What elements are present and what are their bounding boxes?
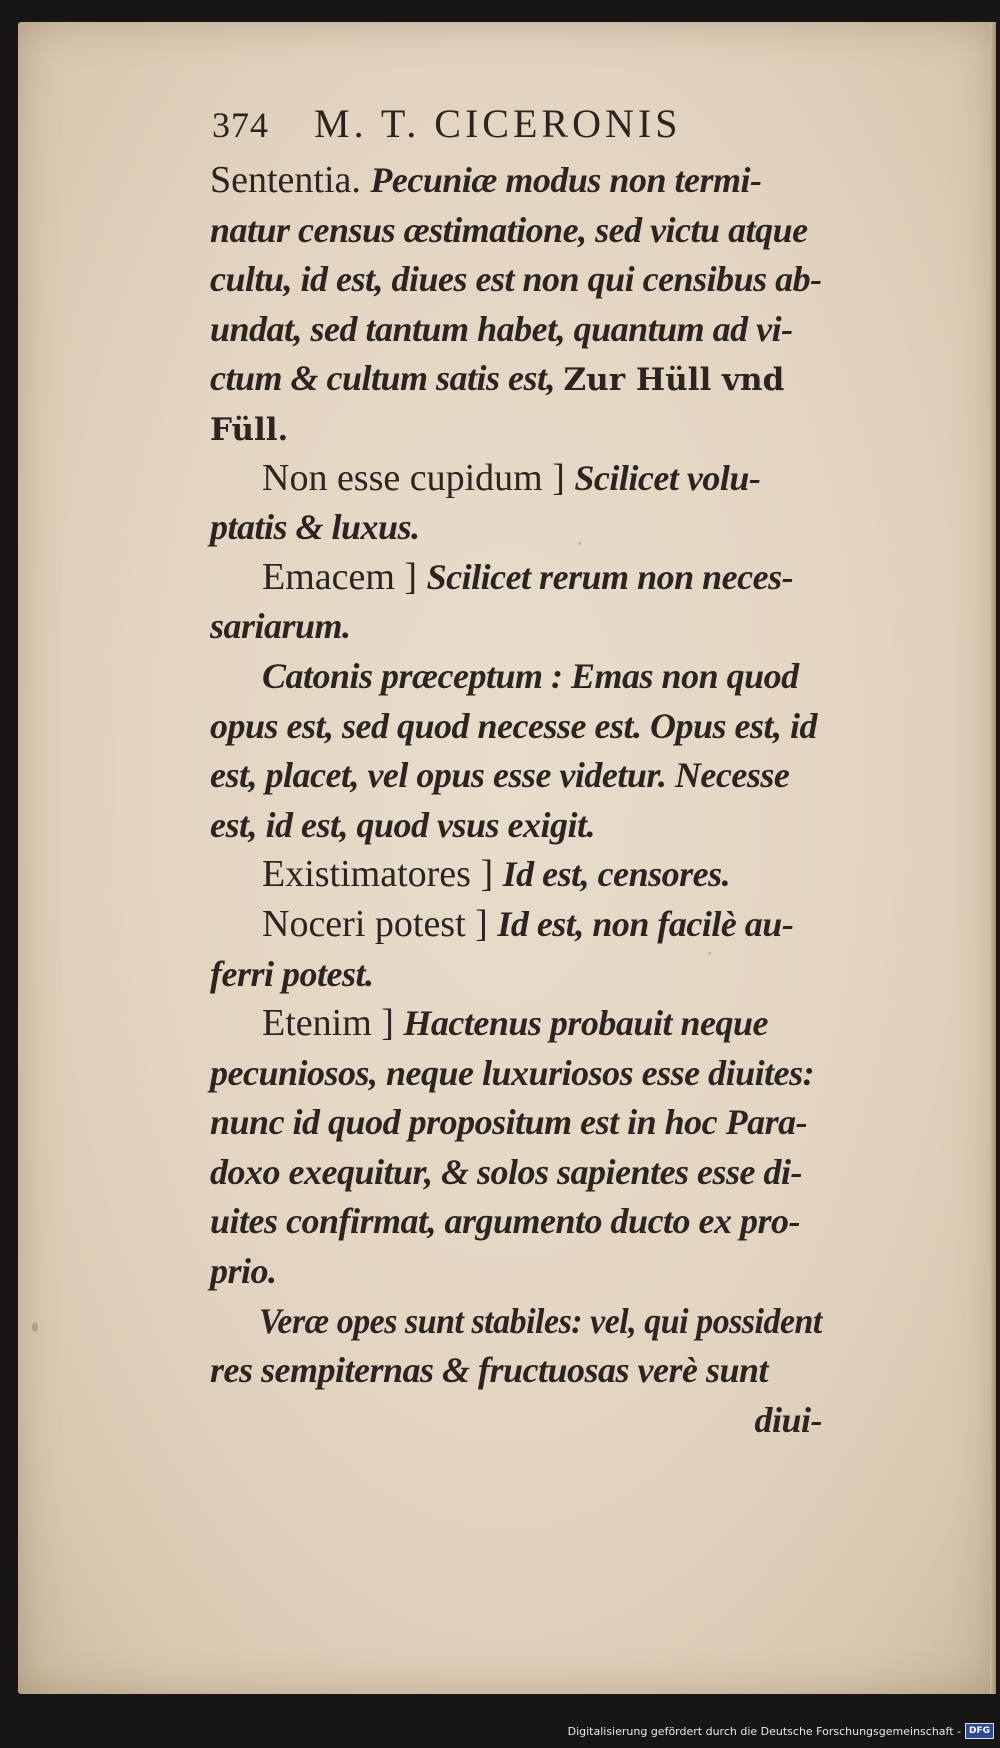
blackletter-text: Zur Hüll vnd [563,362,785,399]
italic-text: Hactenus probauit neque [403,1003,768,1044]
italic-text: uites confirmat, argumento ducto ex pro- [210,1201,801,1242]
text-line [210,354,822,404]
running-title: M. T. CICERONIS [314,101,682,146]
text-line [210,900,822,950]
italic-text: res sempiternas & fructuosas verè sunt [210,1350,769,1391]
text-line [210,156,822,206]
text-line [210,1396,822,1446]
italic-text: Id est, censores. [502,854,731,895]
italic-text: prio. [210,1251,277,1292]
text-line [210,1247,822,1297]
italic-text: doxo exequitur, & solos sapientes esse di- [210,1151,803,1192]
italic-text: Catonis præceptum : Emas non quod [262,655,799,696]
text-line [210,1346,822,1396]
italic-text: ptatis & luxus. [210,507,420,548]
text-line [210,206,822,256]
italic-text: natur census æstimatione, sed victu atque [210,209,808,250]
roman-text: Etenim ] [262,1002,404,1045]
italic-text: Scilicet volu- [574,457,761,498]
text-line [210,1197,822,1247]
text-line [210,801,822,851]
italic-text: opus est, sed quod necesse est. Opus est, id [210,705,817,746]
footer-credit: Digitalisierung gefördert durch die Deutsche Forschungsgemeinschaft - [567,1724,961,1738]
italic-text: ferri potest. [210,953,374,994]
text-line [210,1297,822,1347]
roman-text: Sententia. [210,159,371,201]
text-line [210,404,822,454]
roman-text: Non esse cupidum ] [262,456,575,499]
text-line [210,652,822,702]
text-line [210,1148,822,1198]
italic-text: undat, sed tantum habet, quantum ad vi- [210,308,793,349]
blackletter-text: Füll. [210,411,289,448]
italic-text: est, placet, vel opus esse videtur. Necesse [210,755,790,796]
running-head [212,100,812,150]
text-line [210,950,822,1000]
text-line [210,702,822,752]
italic-text: ctum & cultum satis est, [210,358,564,399]
page-edge [990,22,996,1694]
footer [568,1720,994,1742]
text-line [210,255,822,305]
dfg-logo: DFG [965,1723,994,1739]
italic-text: sariarum. [210,606,351,647]
text-line [210,454,822,504]
text-line [210,751,822,801]
italic-text: cultu, id est, diues est non qui censibus ab- [210,259,822,300]
italic-text: est, id est, quod vsus exigit. [210,804,596,845]
roman-text: Emacem ] [262,555,427,598]
body-text [210,156,822,1445]
italic-text: Pecuniæ modus non termi- [370,160,762,200]
text-line [210,850,822,900]
roman-text: Existimatores ] [262,853,503,896]
text-line [210,305,822,355]
text-line [210,999,822,1049]
text-line [210,602,822,652]
italic-text: Veræ opes sunt stabiles: vel, qui possident [258,1300,822,1341]
italic-text: Id est, non facilè au- [497,903,794,944]
roman-text: Noceri potest ] [262,902,498,945]
italic-text: pecuniosos, neque luxuriosos esse diuites: [210,1052,815,1093]
text-line [210,1098,822,1148]
text-line [210,553,822,603]
page-number: 374 [212,105,269,145]
italic-text: Scilicet rerum non neces- [426,556,794,597]
italic-text: nunc id quod propositum est in hoc Para- [210,1102,808,1143]
paper-speck [32,1322,38,1332]
text-line [210,503,822,553]
text-line [210,1049,822,1099]
italic-text: diui- [754,1399,822,1440]
